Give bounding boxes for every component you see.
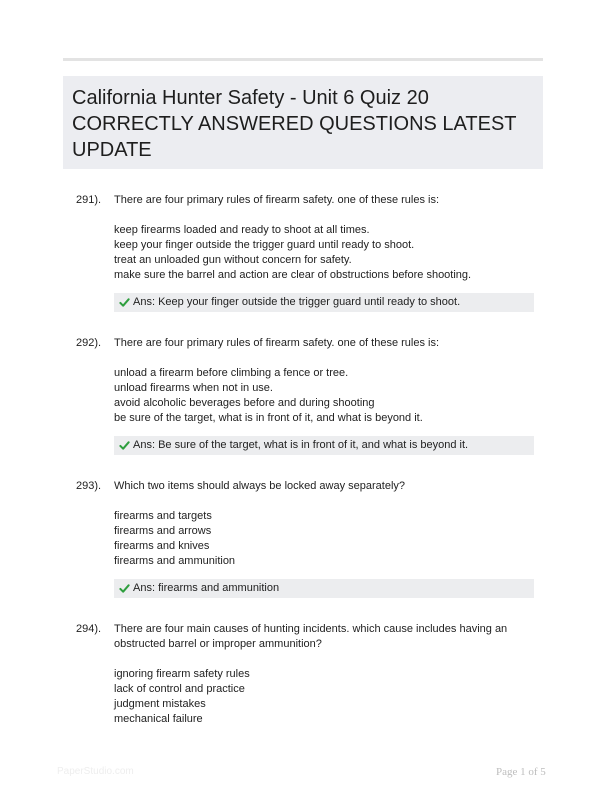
option-item: ignoring firearm safety rules <box>114 668 250 680</box>
option-item: unload a firearm before climbing a fence or tree. <box>114 367 349 379</box>
answer-text: Ans: Keep your finger outside the trigger guard until ready to shoot. <box>133 296 461 308</box>
option-item: avoid alcoholic beverages before and during shooting <box>114 397 375 409</box>
answer-text: Ans: firearms and ammunition <box>133 582 280 594</box>
watermark-text: PaperStudio.com <box>57 766 134 777</box>
answer-text: Ans: Be sure of the target, what is in front of it, and what is beyond it. <box>133 439 469 451</box>
answer-options <box>114 509 534 569</box>
option-item: make sure the barrel and action are clear of obstructions before shooting. <box>114 269 472 281</box>
option-item: keep firearms loaded and ready to shoot at all times. <box>114 224 370 236</box>
option-item: unload firearms when not in use. <box>114 382 273 394</box>
option-item: be sure of the target, what is in front of it, and what is beyond it. <box>114 412 423 424</box>
option-item: firearms and knives <box>114 540 210 552</box>
option-item: firearms and targets <box>114 510 212 522</box>
question-number: 293). <box>76 480 102 492</box>
option-item: lack of control and practice <box>114 683 245 695</box>
question-text: There are four primary rules of firearm safety. one of these rules is: <box>114 194 440 206</box>
question-number: 294). <box>76 623 102 635</box>
option-item: judgment mistakes <box>114 698 206 710</box>
answer-options <box>114 667 534 727</box>
check-icon <box>119 440 130 451</box>
answer-box <box>114 436 534 455</box>
top-divider <box>63 58 543 61</box>
answer-box <box>114 293 534 312</box>
answer-options <box>114 223 534 283</box>
option-item: firearms and ammunition <box>114 555 236 567</box>
answer-box <box>114 579 534 598</box>
option-item: treat an unloaded gun without concern for safety. <box>114 254 352 266</box>
question-number: 292). <box>76 337 102 349</box>
option-item: mechanical failure <box>114 713 203 725</box>
option-item: keep your finger outside the trigger guard until ready to shoot. <box>114 239 415 251</box>
question-text: Which two items should always be locked away separately? <box>114 480 406 492</box>
page-number: Page 1 of 5 <box>496 766 546 778</box>
check-icon <box>119 583 130 594</box>
question-number: 291). <box>76 194 102 206</box>
document-title: California Hunter Safety - Unit 6 Quiz 20 CORRECTLY ANSWERED QUESTIONS LATEST UPDATE <box>72 87 517 161</box>
question-text: There are four primary rules of firearm safety. one of these rules is: <box>114 337 440 349</box>
answer-options <box>114 366 534 426</box>
option-item: firearms and arrows <box>114 525 212 537</box>
question-text: There are four main causes of hunting incidents. which cause includes having an obstructed barrel or improper ammunition? <box>114 623 508 650</box>
check-icon <box>119 297 130 308</box>
title-banner <box>63 76 543 169</box>
